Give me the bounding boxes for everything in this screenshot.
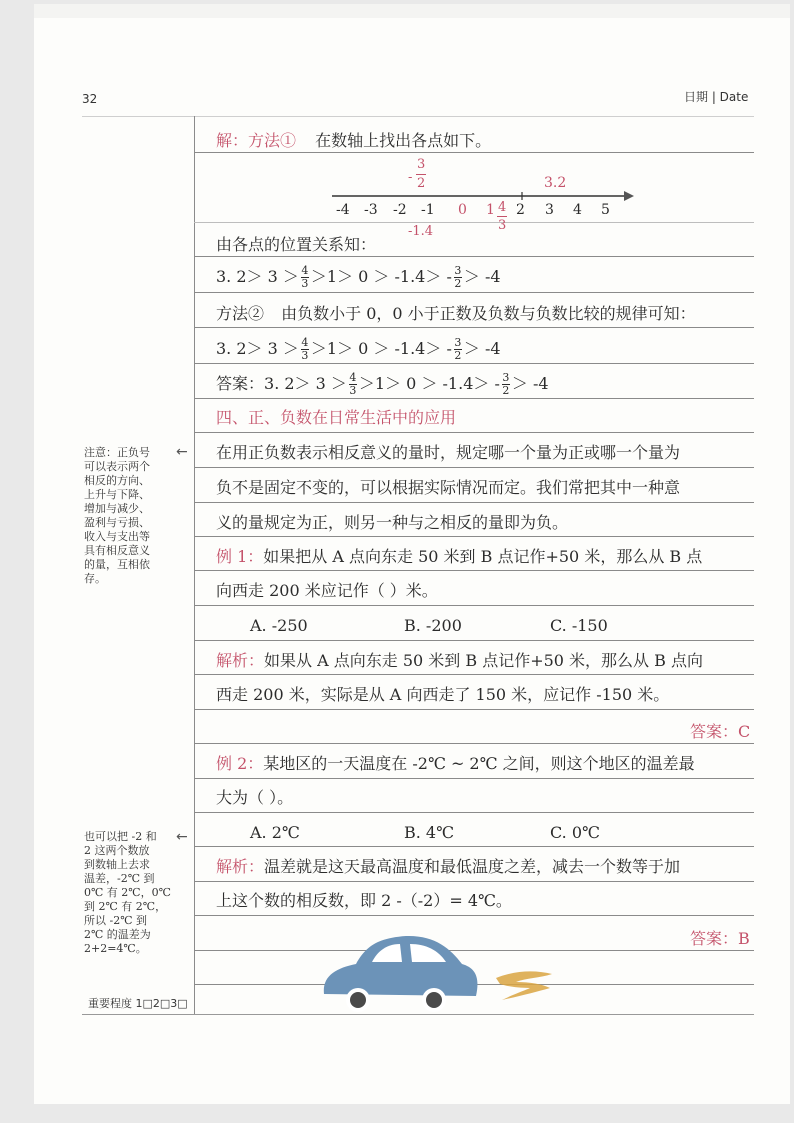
- car-illustration-icon: [316, 930, 566, 1015]
- example2-option-a: A. 2℃: [250, 823, 300, 842]
- tick-four: 4: [573, 202, 582, 218]
- fraction-four-thirds: $\frac{4}{3}$: [301, 336, 309, 362]
- ruled-line: [194, 709, 754, 710]
- importance-rating: 重要程度 1□2□3□: [88, 997, 188, 1010]
- method2-line: [216, 304, 696, 324]
- solution-text: 在数轴上找出各点如下。: [315, 131, 492, 150]
- example2-option-b: B. 4℃: [404, 823, 455, 842]
- method2-label: 方法②: [216, 304, 265, 323]
- example1-analysis-line-2: 西走 200 米，实际是从 A 向西走了 150 米，应记作 -150 米。: [216, 685, 670, 704]
- ruled-line: [194, 674, 754, 675]
- section-title: 四、正、负数在日常生活中的应用: [216, 408, 457, 427]
- analysis-text: 如果从 A 点向东走 50 米到 B 点记作+50 米，那么从 B 点向: [264, 651, 703, 670]
- inequality-part: ＞ -4: [511, 374, 549, 393]
- header-divider: [82, 116, 754, 117]
- example2-option-c: C. 0℃: [550, 823, 600, 842]
- ruled-line: [194, 467, 754, 468]
- label-three-point-two: 3.2: [544, 175, 567, 191]
- fraction-three-halves: $\frac{3}{2}$: [454, 336, 462, 362]
- tick-neg2: -2: [393, 202, 407, 218]
- fraction-three-halves: $\frac{3}{2}$: [454, 264, 462, 290]
- fraction-four-thirds: $\frac{4}{3}$: [349, 371, 357, 397]
- example2-label: 例 2：: [216, 754, 264, 773]
- inequality-part: ＞ -4: [463, 339, 501, 358]
- example2-analysis-line-1: [216, 857, 680, 877]
- inequality-part: ＞1＞ 0 ＞ -1.4＞ -: [358, 374, 500, 393]
- label-neg-three-halves-num: 3: [417, 157, 426, 172]
- paragraph-line-1: 在用正负数表示相反意义的量时，规定哪一个量为正或哪一个量为: [216, 443, 681, 462]
- ruled-line: [194, 881, 754, 882]
- ruled-line: [194, 743, 754, 744]
- number-line-axis: [320, 150, 650, 240]
- tick-neg4: -4: [336, 202, 350, 218]
- fraction-bar: [497, 216, 507, 217]
- ruled-line: [194, 570, 754, 571]
- analysis-label: 解析：: [216, 857, 265, 876]
- ruled-line: [194, 640, 754, 641]
- fraction-bar: [416, 174, 426, 175]
- inequality-part: 3. 2＞ 3 ＞: [216, 267, 299, 286]
- inequality-part: ＞1＞ 0 ＞ -1.4＞ -: [310, 339, 452, 358]
- paragraph-line-3: 义的量规定为正，则另一种与之相反的量即为负。: [216, 513, 569, 532]
- paragraph-line-2: 负不是固定不变的，可以根据实际情况而定。我们常把其中一种意: [216, 478, 681, 497]
- label-neg-three-halves-sign: -: [408, 170, 413, 185]
- tick-one: 1: [486, 202, 495, 218]
- number-line: [320, 150, 650, 240]
- answer-label: 答案：: [216, 374, 265, 393]
- ruled-line: [194, 605, 754, 606]
- tick-zero: 0: [458, 202, 467, 218]
- left-arrow-icon: ←: [176, 829, 188, 845]
- analysis-label: 解析：: [216, 651, 265, 670]
- label-neg-one-point-four: -1.4: [408, 224, 434, 239]
- tick-neg1: -1: [421, 202, 435, 218]
- inequality-part: 3. 2＞ 3 ＞: [216, 339, 299, 358]
- example2-line-1: [216, 754, 695, 774]
- ruled-line: [194, 502, 754, 503]
- tick-neg3: -3: [364, 202, 378, 218]
- example1-analysis-line-1: [216, 651, 703, 671]
- margin-divider: [194, 116, 195, 1014]
- example1-option-c: C. -150: [550, 616, 608, 635]
- solution-answer-line: [216, 372, 549, 397]
- inequality-part: ＞ -4: [463, 267, 501, 286]
- ruled-line: [194, 327, 754, 328]
- ruled-line: [194, 256, 754, 257]
- label-four-thirds-den: 3: [498, 218, 507, 233]
- solution-line-2: 由各点的位置关系知：: [216, 235, 377, 254]
- tick-five: 5: [601, 202, 610, 218]
- inequality-part: 3. 2＞ 3 ＞: [264, 374, 347, 393]
- solution-label: 解：方法①: [216, 131, 297, 150]
- method2-text: 由负数小于 0，0 小于正数及负数与负数比较的规律可知：: [281, 304, 696, 323]
- ruled-line: [194, 812, 754, 813]
- margin-note-1: 注意：正负号 可以表示两个 相反的方向、 上升与下降、 增加与减少、 盈利与亏损、 收入与支出等 具有相反意义 的量，互相依 存。: [84, 446, 150, 585]
- solution-line-5: [216, 337, 501, 362]
- fraction-four-thirds: $\frac{4}{3}$: [301, 264, 309, 290]
- left-arrow-icon: ←: [176, 444, 188, 460]
- ruled-line: [194, 536, 754, 537]
- example2-line-2: 大为（ ）。: [216, 788, 294, 807]
- example1-line-2: 向西走 200 米应记作（ ）米。: [216, 581, 438, 600]
- label-four-thirds-num: 4: [498, 200, 507, 215]
- example2-analysis-line-2: 上这个数的相反数，即 2 -（-2）= 4℃。: [216, 891, 512, 910]
- tick-two: 2: [516, 202, 525, 218]
- example2-text: 某地区的一天温度在 -2℃ ~ 2℃ 之间，则这个地区的温差最: [263, 754, 695, 773]
- inequality-part: ＞1＞ 0 ＞ -1.4＞ -: [310, 267, 452, 286]
- ruled-line: [194, 846, 754, 847]
- date-label: 日期 | Date: [684, 90, 749, 104]
- tick-three: 3: [545, 202, 554, 218]
- page-top-band: [34, 4, 790, 18]
- label-neg-three-halves-den: 2: [417, 176, 426, 191]
- example1-answer: 答案：C: [690, 722, 751, 741]
- ruled-line: [194, 432, 754, 433]
- solution-line-3: [216, 265, 501, 290]
- margin-note-2: 也可以把 -2 和 2 这两个数放 到数轴上去求 温差，-2℃ 到 0℃ 有 2℃，0℃ 到 2℃ 有 2℃， 所以 -2℃ 到 2℃ 的温差为 2+2=4℃。: [84, 830, 171, 955]
- ruled-line: [194, 915, 754, 916]
- solution-line-1: [216, 131, 491, 151]
- example1-line-1: [216, 547, 702, 567]
- example2-answer: 答案：B: [690, 929, 750, 948]
- example1-option-b: B. -200: [404, 616, 462, 635]
- example1-option-a: A. -250: [250, 616, 308, 635]
- analysis-text: 温差就是这天最高温度和最低温度之差，减去一个数等于加: [264, 857, 681, 876]
- example1-label: 例 1：: [216, 547, 264, 566]
- page-number: 32: [82, 92, 98, 106]
- ruled-line: [194, 292, 754, 293]
- example1-text: 如果把从 A 点向东走 50 米到 B 点记作+50 米，那么从 B 点: [263, 547, 703, 566]
- fraction-three-halves: $\frac{3}{2}$: [502, 371, 510, 397]
- ruled-line: [194, 398, 754, 399]
- ruled-line: [194, 778, 754, 779]
- ruled-line: [194, 363, 754, 364]
